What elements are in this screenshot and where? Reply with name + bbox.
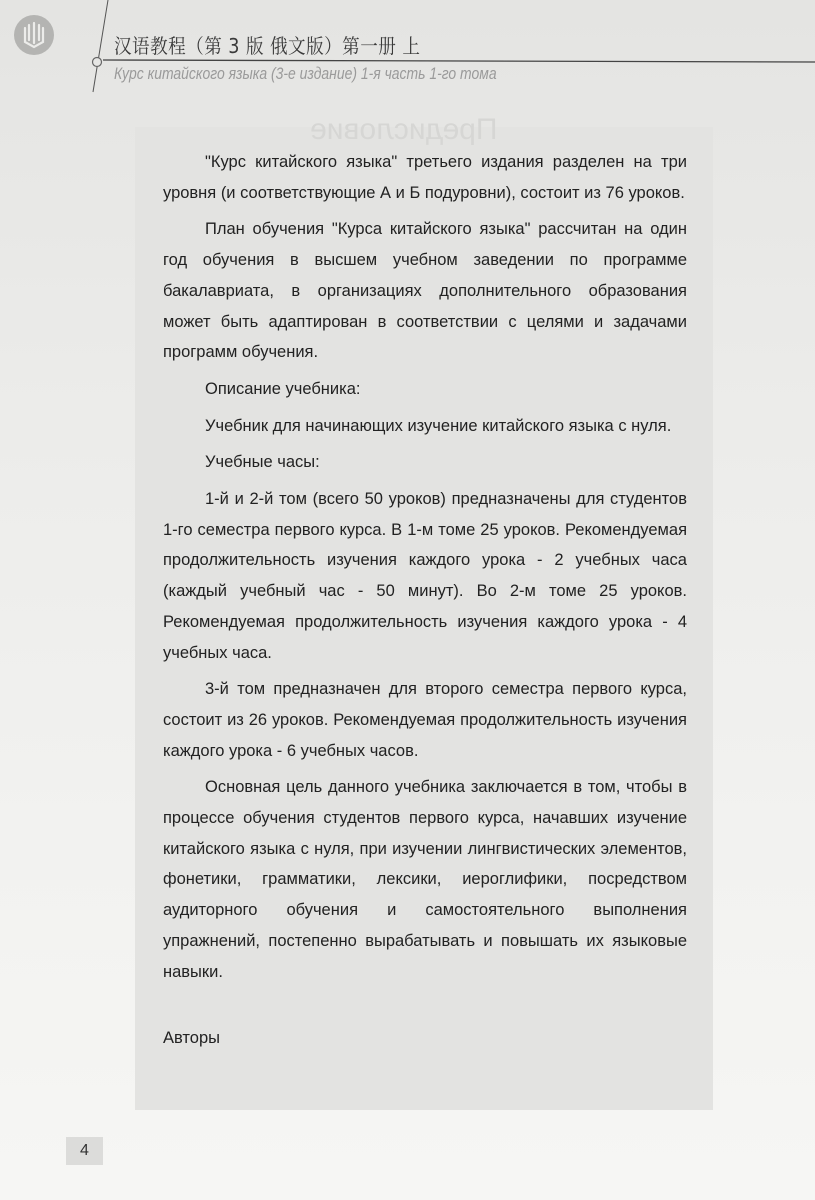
paragraph-description: Учебник для начинающих изучение китайского языка с нуля. <box>205 416 672 435</box>
page-number: 4 <box>66 1137 103 1165</box>
paragraph-goal: Основная цель данного учебника заключается в том, чтобы в процессе обучения студентов первого курса, начавших изучение китайского языка с нуля, при изучении лингвистических элементов, фонетики, грамматики, лексики, иероглифики, посредством аудиторного обучения и самостоятельного выполнения упражнений, постепенно вырабатывать и повышать их языковые навыки. <box>163 778 687 981</box>
paragraph-intro: "Курс китайского языка" третьего издания разделен на три уровня (и соответствующие А и Б подуровни), состоит из 76 уроков. <box>163 153 687 202</box>
bleed-through-heading: Предисловие <box>310 113 498 146</box>
paragraph-volumes-1-2: 1-й и 2-й том (всего 50 уроков) предназначены для студентов 1-го семестра первого курса. В 1-м томе 25 уроков. Рекомендуемая продолжительность изучения каждого урока - 2 учебных часа (каждый учебный час - 50 минут). Во 2-м томе 25 уроков. Рекомендуемая продолжительность изучения каждого урока - 4 учебных часа. <box>163 490 687 662</box>
book-title-chinese: 汉语教程（第 3 版 俄文版）第一册 上 <box>114 34 421 58</box>
signature-authors: Авторы <box>163 1029 220 1048</box>
heading-description: Описание учебника: <box>205 379 361 398</box>
preface-text <box>163 147 687 1054</box>
paragraph-volume-3: 3-й том предназначен для второго семестра первого курса, состоит из 26 уроков. Рекомендуемая продолжительность изучения каждого урока - 6 учебных часов. <box>163 680 687 760</box>
publisher-logo <box>21 15 61 75</box>
book-title-russian: Курс китайского языка (3-е издание) 1-я часть 1-го тома <box>114 64 497 83</box>
open-book-emblem-icon <box>13 14 55 56</box>
heading-hours: Учебные часы: <box>205 453 320 472</box>
paragraph-plan: План обучения "Курса китайского языка" рассчитан на один год обучения в высшем учебном заведении по программе бакалавриата, в организациях дополнительного образования может быть адаптирован в соответствии с целями и задачами программ обучения. <box>163 220 687 362</box>
